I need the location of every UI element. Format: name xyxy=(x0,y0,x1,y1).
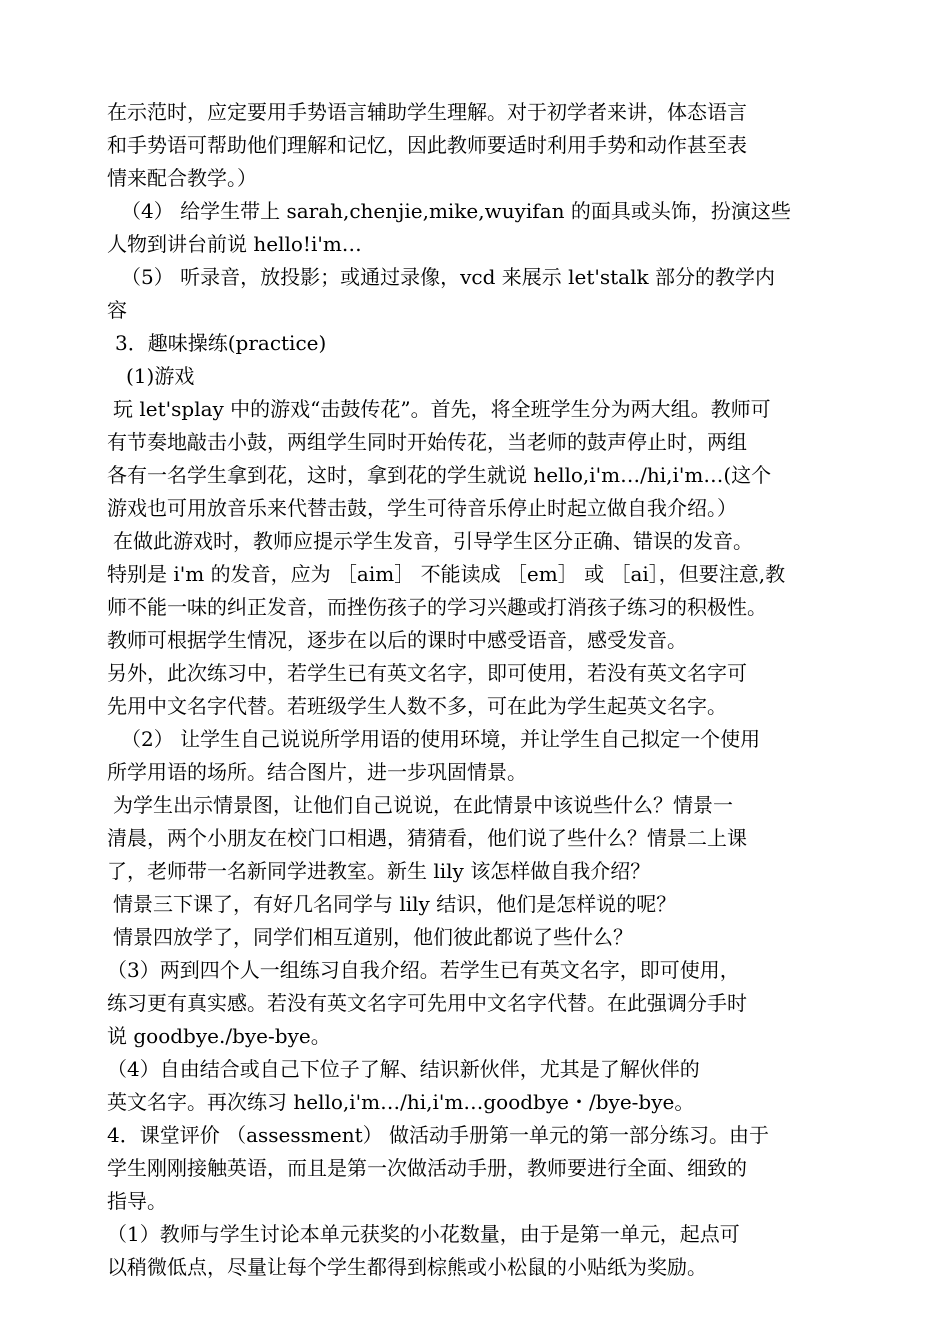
text-line: (1)游戏 xyxy=(126,364,195,388)
text-line: 教师可根据学生情况，逐步在以后的课时中感受语音，感受发音。 xyxy=(107,628,687,652)
text-line: 玩 let'splay 中的游戏“击鼓传花”。首先，将全班学生分为两大组。教师可 xyxy=(113,397,771,421)
text-line: 在做此游戏时，教师应提示学生发音，引导学生区分正确、错误的发音。 xyxy=(113,529,753,553)
text-line: 以稍微低点，尽量让每个学生都得到棕熊或小松鼠的小贴纸为奖励。 xyxy=(107,1255,707,1279)
text-line: 师不能一味的纠正发音，而挫伤孩子的学习兴趣或打消孩子练习的积极性。 xyxy=(107,595,767,619)
text-line: 各有一名学生拿到花，这时，拿到花的学生就说 hello,i'm…/hi,i'm…(这个 xyxy=(107,463,772,487)
text-line: 先用中文名字代替。若班级学生人数不多，可在此为学生起英文名字。 xyxy=(107,694,727,718)
text-line: 另外，此次练习中，若学生已有英文名字，即可使用，若没有英文名字可 xyxy=(107,661,747,685)
text-line: 清晨，两个小朋友在校门口相遇，猜猜看，他们说了些什么？情景二上课 xyxy=(107,826,747,850)
text-line: （3）两到四个人一组练习自我介绍。若学生已有英文名字，即可使用， xyxy=(107,958,740,982)
text-line: （5） 听录音，放投影；或通过录像，vcd 来展示 let'stalk 部分的教学内 xyxy=(121,265,775,289)
text-line: 学生刚刚接触英语，而且是第一次做活动手册，教师要进行全面、细致的 xyxy=(107,1156,747,1180)
text-line: 英文名字。再次练习 hello,i'm…/hi,i'm…goodbye・/bye-bye。 xyxy=(107,1090,695,1114)
text-line: 在示范时，应定要用手势语言辅助学生理解。对于初学者来讲，体态语言 xyxy=(107,100,747,124)
text-line: 容 xyxy=(107,298,127,322)
text-line: 情景四放学了，同学们相互道别，他们彼此都说了些什么？ xyxy=(113,925,633,949)
text-line: 人物到讲台前说 hello!i'm… xyxy=(107,232,362,256)
text-line: （2） 让学生自己说说所学用语的使用环境，并让学生自己拟定一个使用 xyxy=(121,727,761,751)
text-line: 游戏也可用放音乐来代替击鼓，学生可待音乐停止时起立做自我介绍。） xyxy=(107,496,737,520)
section-heading: 4．课堂评价 （assessment） 做活动手册第一单元的第一部分练习。由于 xyxy=(107,1123,769,1147)
text-line: 特别是 i'm 的发音，应为 ［aim］ 不能读成 ［em］ 或 ［ai］，但要注意,教 xyxy=(107,562,786,586)
section-heading: 3．趣味操练(practice) xyxy=(115,331,327,355)
text-line: 有节奏地敲击小鼓，两组学生同时开始传花，当老师的鼓声停止时，两组 xyxy=(107,430,747,454)
text-line: （4） 给学生带上 sarah,chenjie,mike,wuyifan 的面具或头饰，扮演这些 xyxy=(121,199,791,223)
text-line: 和手势语可帮助他们理解和记忆，因此教师要适时利用手势和动作甚至表 xyxy=(107,133,747,157)
text-line: 了，老师带一名新同学进教室。新生 lily 该怎样做自我介绍？ xyxy=(107,859,651,883)
text-line: 所学用语的场所。结合图片，进一步巩固情景。 xyxy=(107,760,527,784)
text-line: 说 goodbye./bye-bye。 xyxy=(107,1024,331,1048)
text-line: 练习更有真实感。若没有英文名字可先用中文名字代替。在此强调分手时 xyxy=(107,991,747,1015)
text-line: （1）教师与学生讨论本单元获奖的小花数量，由于是第一单元，起点可 xyxy=(107,1222,740,1246)
text-line: 情来配合教学。） xyxy=(107,166,257,190)
text-line: 指导。 xyxy=(107,1189,167,1213)
text-line: 为学生出示情景图，让他们自己说说，在此情景中该说些什么？情景一 xyxy=(113,793,733,817)
text-line: （4）自由结合或自己下位子了解、结识新伙伴，尤其是了解伙伴的 xyxy=(107,1057,700,1081)
text-line: 情景三下课了，有好几名同学与 lily 结识，他们是怎样说的呢？ xyxy=(113,892,677,916)
